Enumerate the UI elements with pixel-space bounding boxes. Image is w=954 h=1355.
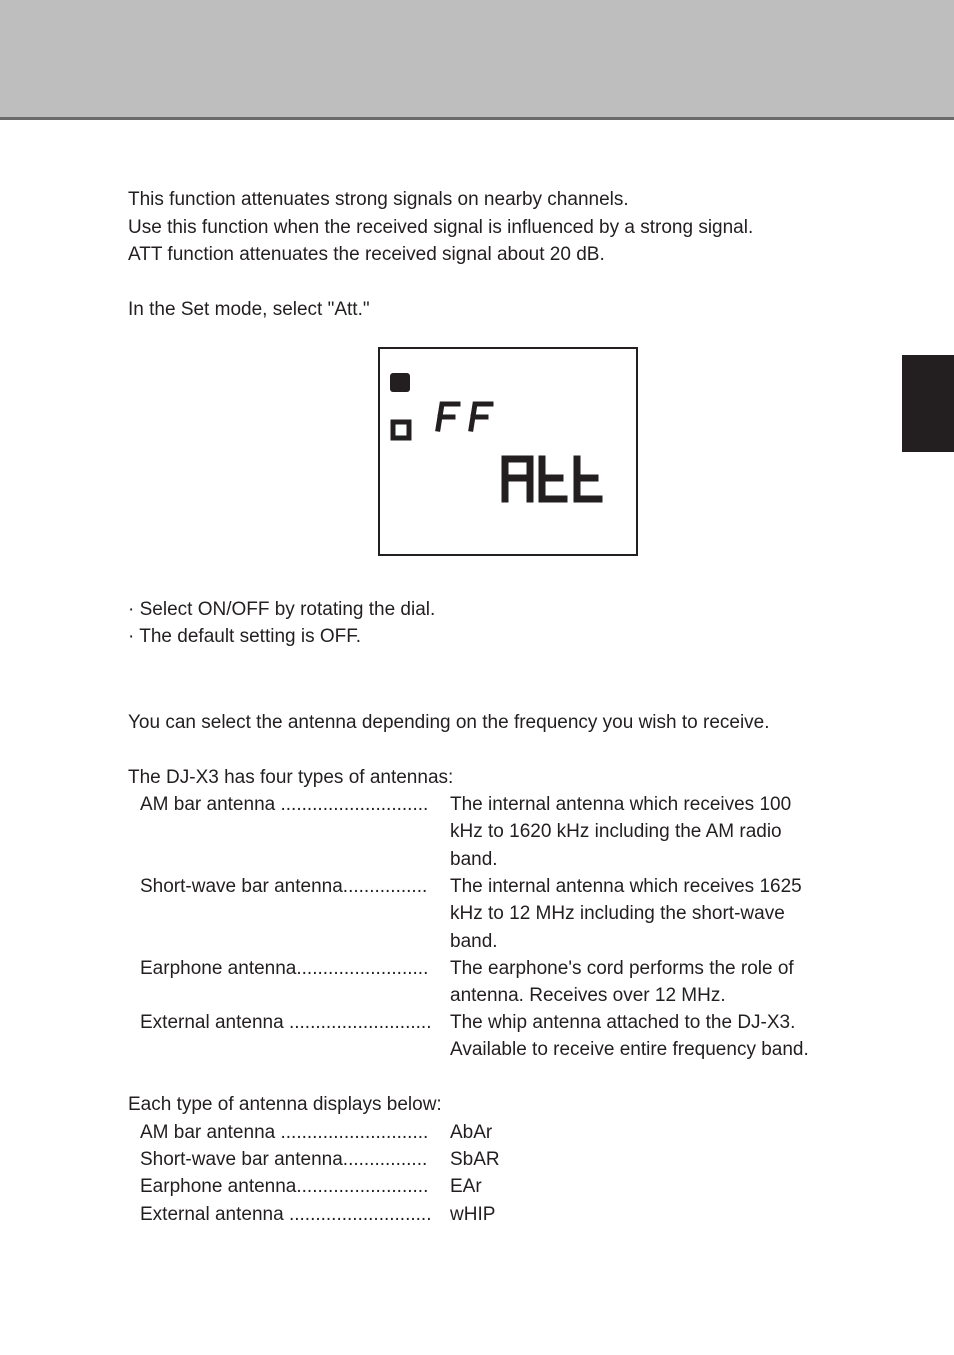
antenna-display-term: Earphone antenna xyxy=(140,1176,297,1197)
leader-dots: ......................... xyxy=(296,958,429,979)
antenna-type-desc-line: The whip antenna attached to the DJ-X3. xyxy=(450,1012,796,1033)
antenna-type-desc-line: The earphone's cord performs the role of xyxy=(450,958,794,979)
antenna-type-desc-line: band. xyxy=(450,930,498,952)
antenna-type-desc-line: kHz to 1620 kHz including the AM radio xyxy=(450,821,782,843)
lcd-segment-display xyxy=(380,349,636,554)
antenna-types-heading: The DJ-X3 has four types of antennas: xyxy=(128,767,454,788)
antenna-type-term: Earphone antenna xyxy=(140,958,297,979)
intro-line-3: ATT function attenuates the received signal about 20 dB. xyxy=(128,244,605,265)
antenna-type-desc-line: kHz to 12 MHz including the short-wave xyxy=(450,903,785,925)
note-select-on-off: · Select ON/OFF by rotating the dial. xyxy=(128,599,436,620)
leader-dots: ........................... xyxy=(288,1012,432,1033)
section-tab xyxy=(902,355,954,452)
antenna-display-code: EAr xyxy=(450,1176,482,1197)
set-mode-instruction: In the Set mode, select "Att." xyxy=(128,299,370,320)
antenna-display-code: AbAr xyxy=(450,1122,493,1143)
antenna-type-desc-line: antenna. Receives over 12 MHz. xyxy=(450,985,726,1007)
lcd-display xyxy=(378,347,638,556)
leader-dots: ........................... xyxy=(288,1204,432,1225)
leader-dots: ............................ xyxy=(280,1122,429,1143)
antenna-intro: You can select the antenna depending on the frequency you wish to receive. xyxy=(128,712,770,733)
leader-dots: ............................ xyxy=(280,794,429,815)
intro-line-1: This function attenuates strong signals on nearby channels. xyxy=(128,189,629,210)
antenna-display-heading: Each type of antenna displays below: xyxy=(128,1094,442,1115)
leader-dots: ................ xyxy=(342,876,428,897)
antenna-type-desc-line: Available to receive entire frequency band. xyxy=(450,1039,809,1061)
antenna-display-term: Short-wave bar antenna xyxy=(140,1149,343,1170)
antenna-display-code: SbAR xyxy=(450,1149,500,1170)
antenna-display-term: External antenna xyxy=(140,1204,289,1225)
leader-dots: ......................... xyxy=(296,1176,429,1197)
antenna-display-term: AM bar antenna xyxy=(140,1122,281,1143)
antenna-display-code: wHIP xyxy=(450,1204,496,1225)
note-default-off: · The default setting is OFF. xyxy=(128,626,362,647)
intro-line-2: Use this function when the received signal is influenced by a strong signal. xyxy=(128,217,754,238)
lcd-indicator-square xyxy=(390,373,410,392)
antenna-type-term: AM bar antenna xyxy=(140,794,281,815)
antenna-type-desc-line: The internal antenna which receives 100 xyxy=(450,794,792,815)
antenna-type-term: External antenna xyxy=(140,1012,289,1033)
lcd-lower-readout xyxy=(505,459,599,499)
header-band xyxy=(0,0,954,120)
antenna-type-desc-line: The internal antenna which receives 1625 xyxy=(450,876,802,897)
antenna-type-desc-line: band. xyxy=(450,848,498,870)
leader-dots: ................ xyxy=(342,1149,428,1170)
lcd-upper-readout xyxy=(393,404,491,438)
antenna-type-term: Short-wave bar antenna xyxy=(140,876,343,897)
